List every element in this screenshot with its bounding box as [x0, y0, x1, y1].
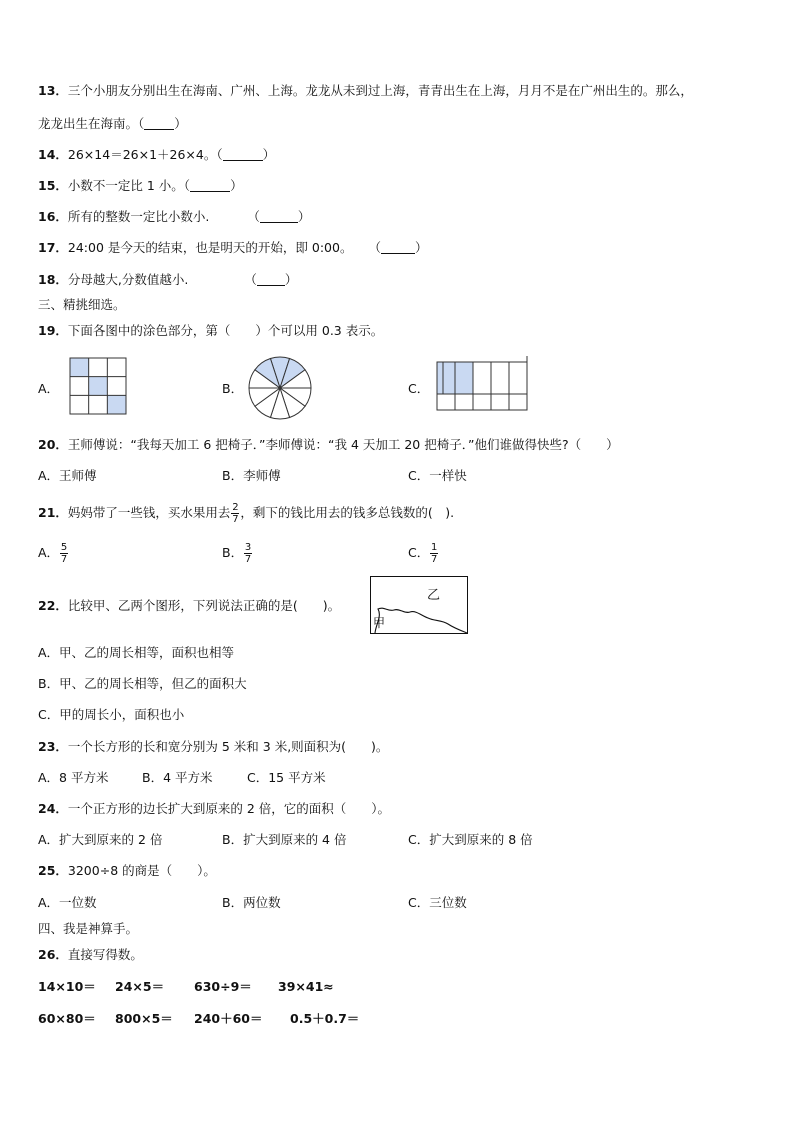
answer-blank[interactable] [144, 117, 174, 130]
calc-item[interactable]: 14×10＝ [38, 979, 96, 994]
fraction: $\frac{2}{7}$ [232, 502, 239, 525]
question-text: 小数不一定比 1 小。（ [67, 178, 191, 193]
question-number: 13． [38, 83, 68, 98]
option-b[interactable]: B． $\frac{3}{7}$ [222, 542, 252, 565]
figure-jia-yi [370, 576, 468, 634]
question-text: 26×14＝26×1＋26×4。（ [67, 147, 223, 162]
option-b[interactable]: B．两位数 [222, 895, 281, 910]
grid-cell-shaded [455, 362, 473, 394]
calc-item[interactable]: 0.5＋0.7＝ [290, 1011, 360, 1026]
question-text: 王师傅说：“我每天加工 6 把椅子．”李师傅说：“我 4 天加工 20 把椅子．”他们谁做得快些?（ ） [67, 437, 619, 452]
answer-blank[interactable] [257, 273, 285, 286]
question-22: 22．比较甲、乙两个图形，下列说法正确的是( )。 [38, 598, 341, 613]
label-yi: 乙 [427, 588, 441, 603]
option-a[interactable]: A． $\frac{5}{7}$ [38, 542, 68, 565]
option-a[interactable]: A． [38, 381, 60, 396]
option-b[interactable]: B． [222, 381, 244, 396]
question-text: 一个正方形的边长扩大到原来的 2 倍，它的面积（ ）。 [67, 801, 391, 816]
option-a[interactable]: A．8 平方米 [38, 770, 109, 785]
question-text: 龙龙出生在海南。（ [38, 116, 145, 131]
option-b[interactable]: B．甲、乙的周长相等，但乙的面积大 [38, 676, 247, 691]
option-c[interactable]: C．甲的周长小，面积也小 [38, 707, 185, 722]
question-14: 14．26×14＝26×1＋26×4。（ ） [38, 147, 276, 162]
fraction: $\frac{3}{7}$ [244, 542, 252, 565]
question-text: 三个小朋友分别出生在海南、广州、上海。龙龙从未到过上海，青青出生在上海，月月不是在广州出生的。那么， [67, 83, 693, 98]
option-c[interactable]: C．一样快 [408, 468, 467, 483]
question-26: 26．直接写得数。 [38, 947, 143, 962]
calc-item[interactable]: 240＋60＝ [194, 1011, 263, 1026]
calc-item[interactable]: 630÷9＝ [194, 979, 252, 994]
option-a[interactable]: A．一位数 [38, 895, 97, 910]
fraction: $\frac{5}{7}$ [60, 542, 68, 565]
calc-item[interactable]: 24×5＝ [115, 979, 165, 994]
question-13 [38, 82, 693, 100]
figure-a-grid [70, 358, 126, 414]
question-text: 分母越大,分数值越小. [67, 272, 189, 287]
question-text: 直接写得数。 [67, 947, 143, 962]
calc-item[interactable]: 800×5＝ [115, 1011, 173, 1026]
question-text: 3200÷8 的商是（ ）。 [67, 863, 216, 878]
grid-cell-shaded [70, 358, 89, 377]
option-c[interactable]: C． [408, 381, 430, 396]
section-heading-3: 三、精挑细选。 [38, 297, 126, 312]
option-c[interactable]: C．扩大到原来的 8 倍 [408, 832, 533, 847]
question-18: 18．分母越大,分数值越小. （ ） [38, 272, 298, 287]
fraction: $\frac{1}{7}$ [431, 542, 438, 565]
option-a[interactable]: A．王师傅 [38, 468, 97, 483]
question-20: 20．王师傅说：“我每天加工 6 把椅子．”李师傅说：“我 4 天加工 20 把椅子．”他们谁做得快些?（ ） [38, 437, 619, 452]
question-15: 15．小数不一定比 1 小。（ ） [38, 178, 243, 193]
option-b[interactable]: B．扩大到原来的 4 倍 [222, 832, 347, 847]
option-b[interactable]: B．4 平方米 [142, 770, 213, 785]
option-c[interactable]: C．15 平方米 [247, 770, 326, 785]
option-b[interactable]: B．李师傅 [222, 468, 281, 483]
calc-item[interactable]: 39×41≈ [278, 979, 334, 994]
answer-blank[interactable] [223, 148, 263, 161]
question-text: 比较甲、乙两个图形，下列说法正确的是( )。 [67, 598, 341, 613]
label-jia: 甲 [373, 616, 386, 630]
option-a[interactable]: A．扩大到原来的 2 倍 [38, 832, 163, 847]
grid-cell-shaded [89, 377, 108, 396]
answer-blank[interactable] [381, 241, 415, 254]
figure-c-grid [437, 362, 529, 412]
option-c[interactable]: C． $\frac{1}{7}$ [408, 542, 438, 565]
section-heading-4: 四、我是神算手。 [38, 921, 139, 936]
question-text: ，剩下的钱比用去的钱多总钱数的( ). [240, 505, 455, 520]
question-13-cont: 龙龙出生在海南。（ ） [38, 116, 187, 131]
question-19: 19．下面各图中的涂色部分，第（ ）个可以用 0.3 表示。 [38, 323, 384, 338]
grid-cell-shaded [437, 362, 455, 394]
grid-cell-shaded [107, 395, 126, 414]
question-21: 21．妈妈带了一些钱，买水果用去 $\frac{2}{7}$ ，剩下的钱比用去的钱多总钱数的( ). [38, 502, 455, 525]
question-text: 一个长方形的长和宽分别为 5 米和 3 米,则面积为( )。 [67, 739, 389, 754]
option-a[interactable]: A．甲、乙的周长相等，面积也相等 [38, 645, 235, 660]
question-17: 17．24:00 是今天的结束，也是明天的开始，即 0:00。 （ ） [38, 240, 428, 255]
question-text: 所有的整数一定比小数小. [67, 209, 210, 224]
question-24: 24．一个正方形的边长扩大到原来的 2 倍，它的面积（ ）。 [38, 801, 391, 816]
question-text: 下面各图中的涂色部分，第（ ）个可以用 0.3 表示。 [67, 323, 384, 338]
answer-blank[interactable] [260, 210, 298, 223]
calc-item[interactable]: 60×80＝ [38, 1011, 96, 1026]
question-25: 25．3200÷8 的商是（ ）。 [38, 863, 216, 878]
question-23: 23．一个长方形的长和宽分别为 5 米和 3 米,则面积为( )。 [38, 739, 389, 754]
question-text: 妈妈带了一些钱，买水果用去 [67, 505, 231, 520]
figure-b-circle [248, 356, 312, 420]
question-16: 16．所有的整数一定比小数小. （ ） [38, 209, 311, 224]
question-text: 24:00 是今天的结束，也是明天的开始，即 0:00。 [67, 240, 353, 255]
option-c[interactable]: C．三位数 [408, 895, 467, 910]
answer-blank[interactable] [190, 179, 230, 192]
